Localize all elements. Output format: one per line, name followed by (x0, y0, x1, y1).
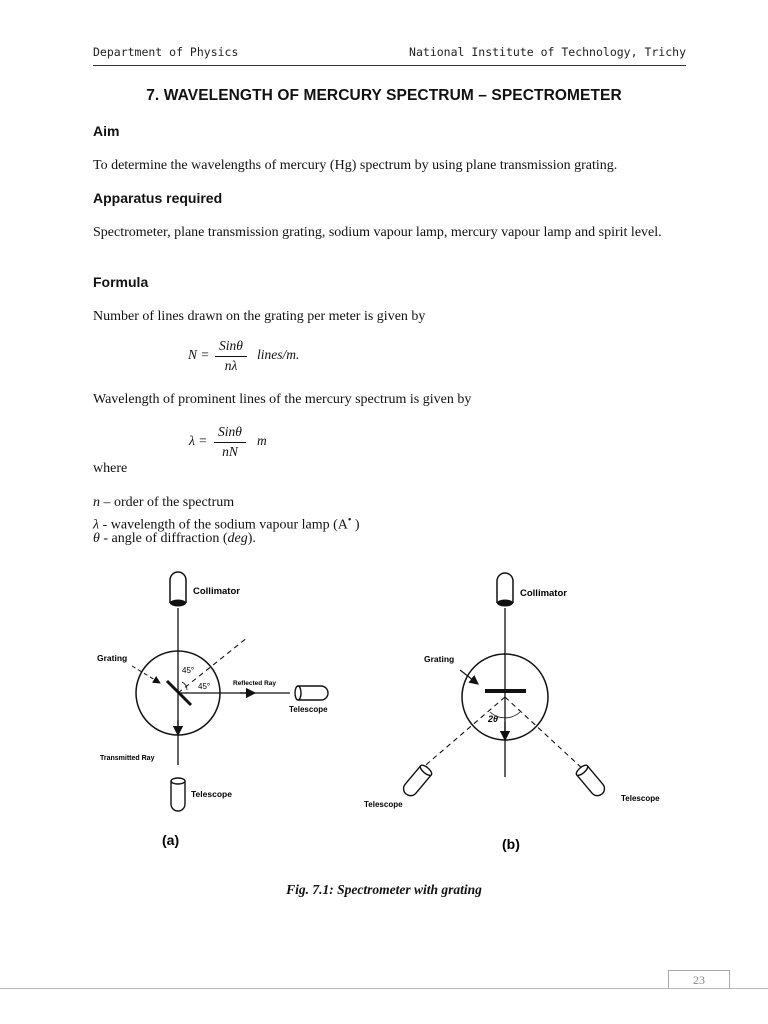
definition-angle (93, 530, 256, 547)
angle-top-a: 45° (182, 666, 195, 675)
telescope-right-a-label: Telescope (289, 705, 328, 714)
telescope-left-b-icon (401, 763, 434, 798)
header-rule (93, 65, 686, 66)
formula-heading: Formula (93, 274, 149, 290)
page-title: 7. WAVELENGTH OF MERCURY SPECTRUM – SPECTROMETER (146, 87, 622, 104)
collimator-b-label: Collimator (520, 588, 567, 599)
formula1-fraction-bar (215, 356, 247, 357)
transmitted-ray-label: Transmitted Ray (100, 755, 155, 762)
aim-text: To determine the wavelengths of mercury (Hg) spectrum by using plane transmission grating. (93, 158, 618, 173)
formula2-fraction-bar (214, 442, 246, 443)
angle-side-a: 45° (198, 682, 211, 691)
grating-b-label: Grating (424, 654, 455, 664)
formula1-denominator: nλ (224, 358, 238, 373)
formula-intro-1: Number of lines drawn on the grating per meter is given by (93, 309, 426, 324)
diagram-a (97, 572, 328, 848)
header-institute: National Institute of Technology, Trichy (409, 45, 686, 59)
telescope-bottom-a-label: Telescope (191, 789, 232, 799)
definition-order (93, 494, 234, 511)
diagram-b (364, 573, 660, 852)
definition-angle-end: ). (247, 531, 256, 546)
collimator-a-label: Collimator (193, 586, 240, 597)
page-number: 23 (668, 970, 730, 989)
symbol-theta: θ (93, 531, 100, 546)
definition-wavelength-text: - wavelength of the sodium vapour lamp (A (99, 517, 348, 533)
formula2-denominator: nN (222, 444, 238, 459)
where-label: where (93, 461, 128, 476)
grating-a-label: Grating (97, 653, 128, 663)
angle-b-label: 2θ (488, 714, 499, 724)
collimator-b-icon (497, 573, 513, 607)
formula2-unit: m (257, 433, 267, 448)
telescope-left-b-label: Telescope (364, 800, 403, 809)
diagram-b-caption: (b) (502, 836, 520, 852)
footer-rule (0, 988, 768, 989)
collimator-a-icon (170, 572, 186, 607)
aim-heading: Aim (93, 123, 120, 139)
telescope-right-b-label: Telescope (621, 794, 660, 803)
angle-arc-a (182, 682, 187, 690)
definition-wavelength-tail: ) (351, 517, 360, 533)
formula1-lhs: N = (188, 347, 210, 362)
figure-caption: Fig. 7.1: Spectrometer with grating (286, 882, 482, 897)
grating-pointer-b (460, 670, 478, 684)
formula1-numerator: Sinθ (219, 338, 243, 353)
apparatus-text: Spectrometer, plane transmission grating, sodium vapour lamp, mercury vapour lamp and spirit level. (93, 225, 662, 240)
telescope-right-a-icon (295, 686, 328, 700)
diffracted-ray-left-b (420, 697, 505, 770)
formula-wavelength (189, 424, 309, 464)
symbol-n: n (93, 495, 100, 510)
definition-order-text: – order of the spectrum (100, 495, 235, 510)
telescope-right-b-icon (575, 763, 608, 798)
definition-angle-unit: deg (227, 531, 248, 546)
formula1-unit: lines/m. (257, 347, 300, 362)
apparatus-heading: Apparatus required (93, 190, 223, 206)
definition-angle-text: - angle of diffraction ( (99, 531, 228, 546)
formula2-numerator: Sinθ (218, 424, 242, 439)
diagram-a-caption: (a) (162, 832, 180, 848)
reflected-ray-label: Reflected Ray (233, 680, 276, 687)
spectrometer-figure (0, 560, 768, 860)
telescope-bottom-a-icon (171, 778, 185, 811)
diffracted-ray-right-b (505, 697, 584, 770)
formula2-lhs: λ = (189, 433, 208, 448)
formula-lines-per-meter (188, 338, 348, 378)
angstrom-superscript: • (347, 515, 352, 526)
formula-intro-2: Wavelength of prominent lines of the mercury spectrum is given by (93, 392, 472, 407)
grating-pointer-a (132, 666, 160, 683)
symbol-lambda: λ (93, 517, 100, 533)
header-department: Department of Physics (93, 45, 239, 59)
